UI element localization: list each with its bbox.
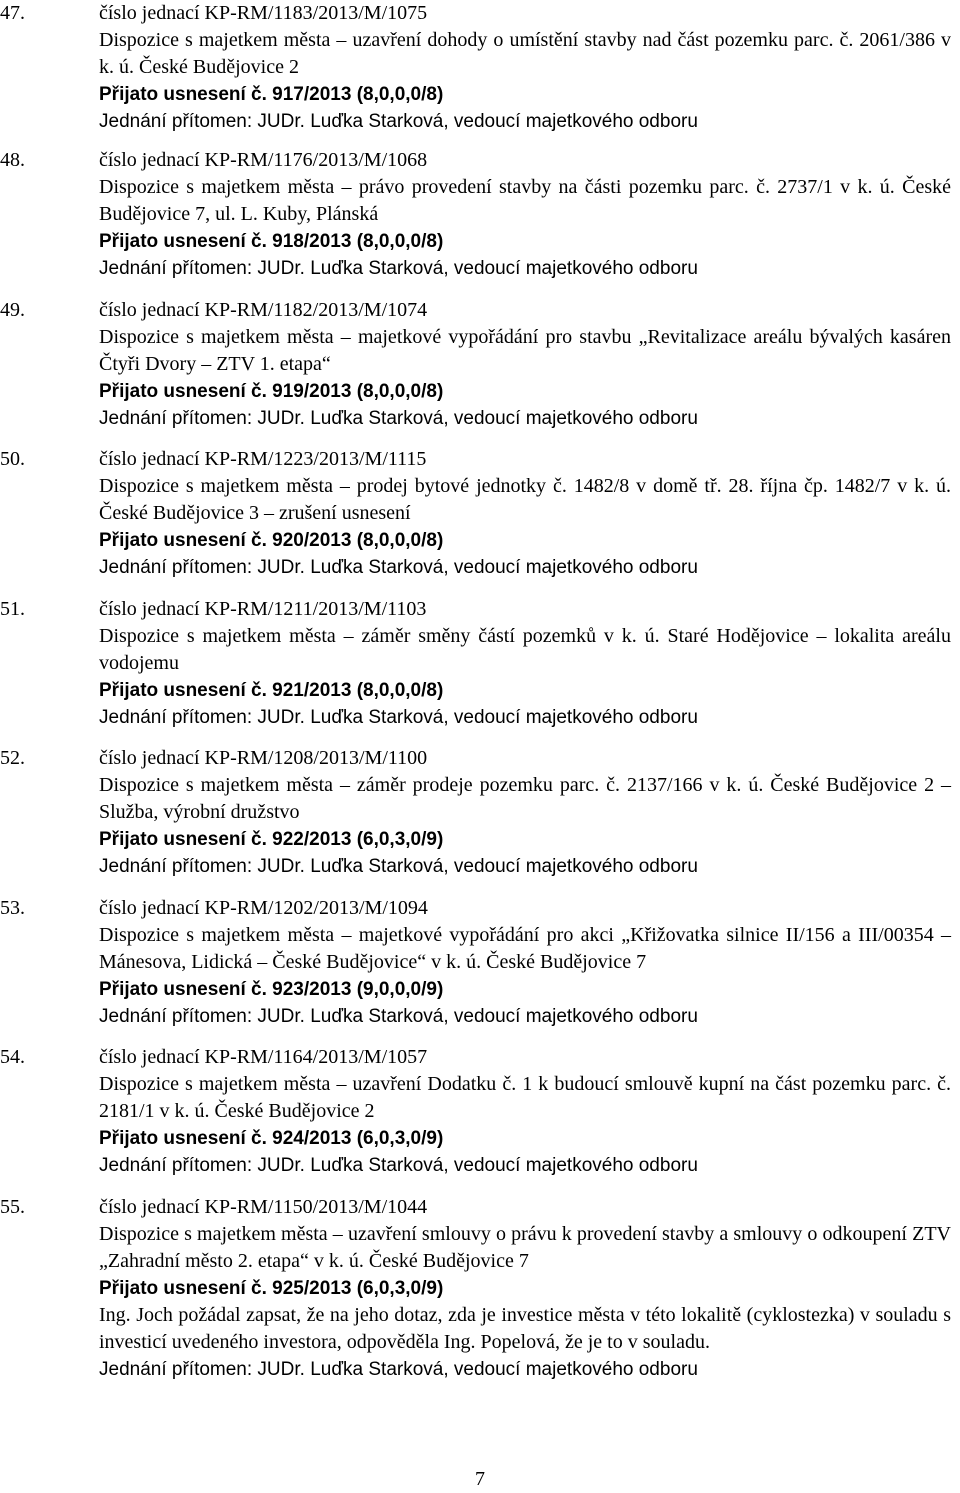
item-description: Dispozice s majetkem města – uzavření smlouvy o právu k provedení stavby a smlouvy o odkoupení ZTV „Zahradní město 2. etapa“ v k. ú. České Budějovice 7 [99,1223,951,1272]
resolution: Přijato usnesení č. 924/2013 (6,0,3,0/9) [99,1128,444,1149]
attendee: Jednání přítomen: JUDr. Luďka Starková, vedoucí majetkového odboru [99,258,698,279]
item-body [99,895,951,1030]
item-number: 54. [0,1046,25,1068]
page-number: 7 [475,1468,485,1490]
item-description: Dispozice s majetkem města – prodej bytové jednotky č. 1482/8 v domě tř. 28. října čp. 1482/7 v k. ú. České Budějovice 3 – zrušení usnesení [99,475,951,524]
resolution: Přijato usnesení č. 917/2013 (8,0,0,0/8) [99,84,444,105]
attendee: Jednání přítomen: JUDr. Luďka Starková, vedoucí majetkového odboru [99,1155,698,1176]
resolution: Přijato usnesení č. 919/2013 (8,0,0,0/8) [99,381,444,402]
item-body [99,1044,951,1179]
item-number: 55. [0,1196,25,1218]
resolution: Přijato usnesení č. 922/2013 (6,0,3,0/9) [99,829,444,850]
item-body [99,596,951,731]
item-description: Dispozice s majetkem města – uzavření Dodatku č. 1 k budoucí smlouvě kupní na část pozemku parc. č. 2181/1 v k. ú. České Budějovice 2 [99,1073,951,1122]
item-body [99,147,951,282]
reference-number: číslo jednací KP-RM/1176/2013/M/1068 [99,149,428,171]
attendee: Jednání přítomen: JUDr. Luďka Starková, vedoucí majetkového odboru [99,557,698,578]
item-body [99,745,951,880]
reference-number: číslo jednací KP-RM/1183/2013/M/1075 [99,2,428,24]
reference-number: číslo jednací KP-RM/1211/2013/M/1103 [99,598,427,620]
resolution: Přijato usnesení č. 921/2013 (8,0,0,0/8) [99,680,444,701]
attendee: Jednání přítomen: JUDr. Luďka Starková, vedoucí majetkového odboru [99,856,698,877]
resolution: Přijato usnesení č. 920/2013 (8,0,0,0/8) [99,530,444,551]
item-number: 49. [0,299,25,321]
item-number: 52. [0,747,25,769]
attendee: Jednání přítomen: JUDr. Luďka Starková, vedoucí majetkového odboru [99,1006,698,1027]
reference-number: číslo jednací KP-RM/1223/2013/M/1115 [99,448,427,470]
item-number: 48. [0,149,25,171]
item-body [99,446,951,581]
resolution: Přijato usnesení č. 918/2013 (8,0,0,0/8) [99,231,444,252]
resolution: Přijato usnesení č. 923/2013 (9,0,0,0/9) [99,979,444,1000]
item-description: Dispozice s majetkem města – uzavření dohody o umístění stavby nad část pozemku parc. č. 2061/386 v k. ú. České Budějovice 2 [99,29,951,78]
item-number: 51. [0,598,25,620]
item-number: 47. [0,2,25,24]
item-description: Dispozice s majetkem města – záměr prodeje pozemku parc. č. 2137/166 v k. ú. České Budějovice 2 – Služba, výrobní družstvo [99,774,951,823]
item-body [99,297,951,432]
reference-number: číslo jednací KP-RM/1208/2013/M/1100 [99,747,428,769]
item-body [99,0,951,135]
attendee: Jednání přítomen: JUDr. Luďka Starková, vedoucí majetkového odboru [99,111,698,132]
item-number: 50. [0,448,25,470]
resolution: Přijato usnesení č. 925/2013 (6,0,3,0/9) [99,1278,444,1299]
item-description: Dispozice s majetkem města – záměr směny částí pozemků v k. ú. Staré Hodějovice – lokalita areálu vodojemu [99,625,951,674]
item-description: Dispozice s majetkem města – majetkové vypořádání pro akci „Křižovatka silnice II/156 a III/00354 – Mánesova, Lidická – České Budějovice“ v k. ú. České Budějovice 7 [99,924,951,973]
reference-number: číslo jednací KP-RM/1182/2013/M/1074 [99,299,428,321]
item-body [99,1194,951,1383]
attendee: Jednání přítomen: JUDr. Luďka Starková, vedoucí majetkového odboru [99,1359,698,1380]
item-description: Dispozice s majetkem města – právo provedení stavby na části pozemku parc. č. 2737/1 v k. ú. České Budějovice 7, ul. L. Kuby, Plánská [99,176,951,225]
reference-number: číslo jednací KP-RM/1164/2013/M/1057 [99,1046,428,1068]
reference-number: číslo jednací KP-RM/1202/2013/M/1094 [99,897,428,919]
item-number: 53. [0,897,25,919]
item-note: Ing. Joch požádal zapsat, že na jeho dotaz, zda je investice města v této lokalitě (cyklostezka) v souladu s investicí uvedeného investora, odpověděla Ing. Popelová, že je to v souladu. [99,1304,951,1353]
attendee: Jednání přítomen: JUDr. Luďka Starková, vedoucí majetkového odboru [99,707,698,728]
item-description: Dispozice s majetkem města – majetkové vypořádání pro stavbu „Revitalizace areálu bývalých kasáren Čtyři Dvory – ZTV 1. etapa“ [99,326,951,375]
attendee: Jednání přítomen: JUDr. Luďka Starková, vedoucí majetkového odboru [99,408,698,429]
reference-number: číslo jednací KP-RM/1150/2013/M/1044 [99,1196,428,1218]
